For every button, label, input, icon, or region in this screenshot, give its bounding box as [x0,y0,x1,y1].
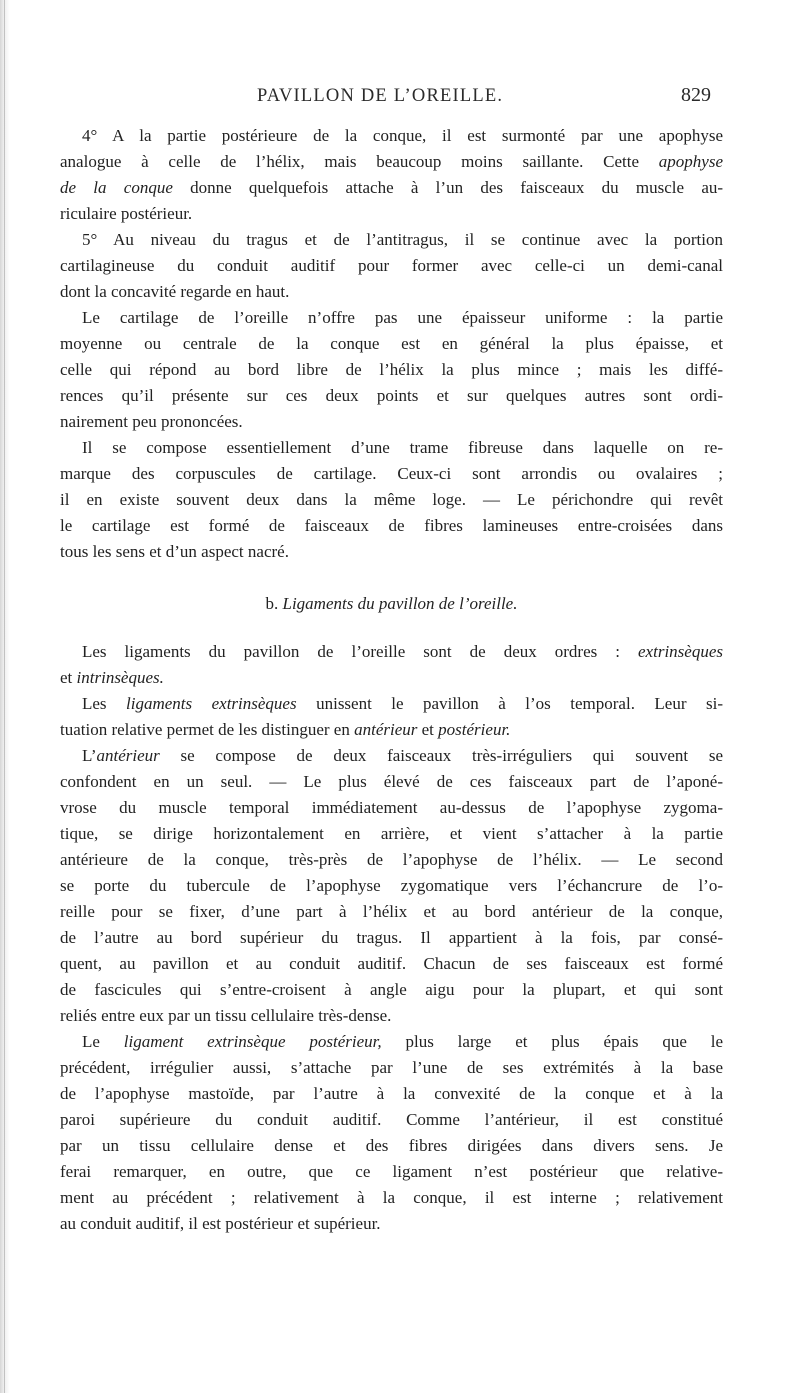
text-line: L’antérieur se compose de deux faisceaux très-irréguliers qui souvent se [82,746,724,765]
text-line: moyenne ou centrale de la conque est en général la plus épaisse, et [60,334,723,353]
text-line: et intrinsèques. [60,668,164,687]
text-line: Le ligament extrinsèque postérieur, plus large et plus épais que le [82,1032,723,1051]
running-head [0,86,800,116]
italic-term: ligament extrinsèque postérieur, [123,1032,382,1051]
text-line: tous les sens et d’un aspect nacré. [60,542,289,561]
text-line: de fascicules qui s’entre-croisent à angle aigu pour la plupart, et qui sont [60,980,723,999]
text-line: par un tissu cellulaire dense et des fibres dirigées dans divers sens. Je [60,1136,723,1155]
text-line: reliés entre eux par un tissu cellulaire très-dense. [60,1006,392,1025]
text-line: antérieure de la conque, très-près de l’apophyse de l’hélix. — Le second [60,850,723,869]
text-line: dont la concavité regarde en haut. [60,282,290,301]
italic-term: postérieur. [438,720,511,739]
text-line: Le cartilage de l’oreille n’offre pas une épaisseur uniforme : la partie [82,308,723,327]
text-line: tuation relative permet de les distinguer en antérieur et postérieur. [60,720,511,739]
italic-term: apophyse [658,152,723,171]
text-line: reille pour se fixer, d’une part à l’hélix et au bord antérieur de la conque, [60,902,723,921]
italic-term: ligaments extrinsèques [126,694,297,713]
text-line: de la conque donne quelquefois attache à l’un des faisceaux du muscle au- [60,178,724,197]
italic-term: de la conque [60,178,173,197]
text-line: se porte du tubercule de l’apophyse zygomatique vers l’échancrure de l’o- [60,876,723,895]
page-number: 829 [681,84,711,106]
text-line: cartilagineuse du conduit auditif pour former avec celle-ci un demi-canal [60,256,723,275]
text-line: de l’apophyse mastoïde, par l’autre à la convexité de la conque et à la [60,1084,723,1103]
text-line: riculaire postérieur. [60,204,193,223]
section-heading: b. Ligaments du pavillon de l’oreille. [265,594,518,613]
text-line: tique, se dirige horizontalement en arrière, et vient s’attacher à la partie [60,824,723,843]
italic-term: antérieur [354,720,418,739]
text-line: ment au précédent ; relativement à la conque, il est interne ; relativement [60,1188,723,1207]
text-line: précédent, irrégulier aussi, s’attache par l’une de ses extrémités à la base [60,1058,723,1077]
text-line: celle qui répond au bord libre de l’hélix la plus mince ; mais les diffé- [60,360,723,379]
text-line: nairement peu prononcées. [60,412,243,431]
italic-term: antérieur [96,746,160,765]
text-line: Il se compose essentiellement d’une trame fibreuse dans laquelle on re- [82,438,723,457]
italic-term: intrinsèques. [76,668,164,687]
text-line: vrose du muscle temporal immédiatement au-dessus de l’apophyse zygoma- [60,798,723,817]
page-gutter-edge [4,0,5,1393]
text-line: paroi supérieure du conduit auditif. Comme l’antérieur, il est constitué [60,1110,723,1129]
section-heading-text: Ligaments du pavillon de l’oreille. [282,594,518,613]
text-line: confondent en un seul. — Le plus élevé de ces faisceaux part de l’aponé- [60,772,723,791]
text-line: il en existe souvent deux dans la même loge. — Le périchondre qui revêt [60,490,723,509]
text-line: au conduit auditif, il est postérieur et supérieur. [60,1214,381,1233]
text-line: analogue à celle de l’hélix, mais beaucoup moins saillante. Cette apophyse [60,152,723,171]
running-title: PAVILLON DE L’OREILLE. [257,86,504,106]
text-line: de l’autre au bord supérieur du tragus. Il appartient à la fois, par consé- [60,928,723,947]
text-line: 4° A la partie postérieure de la conque, il est surmonté par une apophyse [82,126,723,145]
body-text [60,123,723,1237]
text-line: le cartilage est formé de faisceaux de fibres lamineuses entre-croisées dans [60,516,723,535]
text-line: rences qu’il présente sur ces deux points et sur quelques autres sont ordi- [60,386,723,405]
italic-term: extrinsèques [638,642,723,661]
text-line: 5° Au niveau du tragus et de l’antitragus, il se continue avec la portion [82,230,723,249]
text-line: Les ligaments du pavillon de l’oreille sont de deux ordres : extrinsèques [82,642,723,661]
text-line: quent, au pavillon et au conduit auditif. Chacun de ses faisceaux est formé [60,954,723,973]
text-line: ferai remarquer, en outre, que ce ligament n’est postérieur que relative- [60,1162,723,1181]
page-gutter-shadow [0,0,10,1393]
text-line: marque des corpuscules de cartilage. Ceux-ci sont arrondis ou ovalaires ; [60,464,723,483]
text-line: Les ligaments extrinsèques unissent le pavillon à l’os temporal. Leur si- [82,694,723,713]
